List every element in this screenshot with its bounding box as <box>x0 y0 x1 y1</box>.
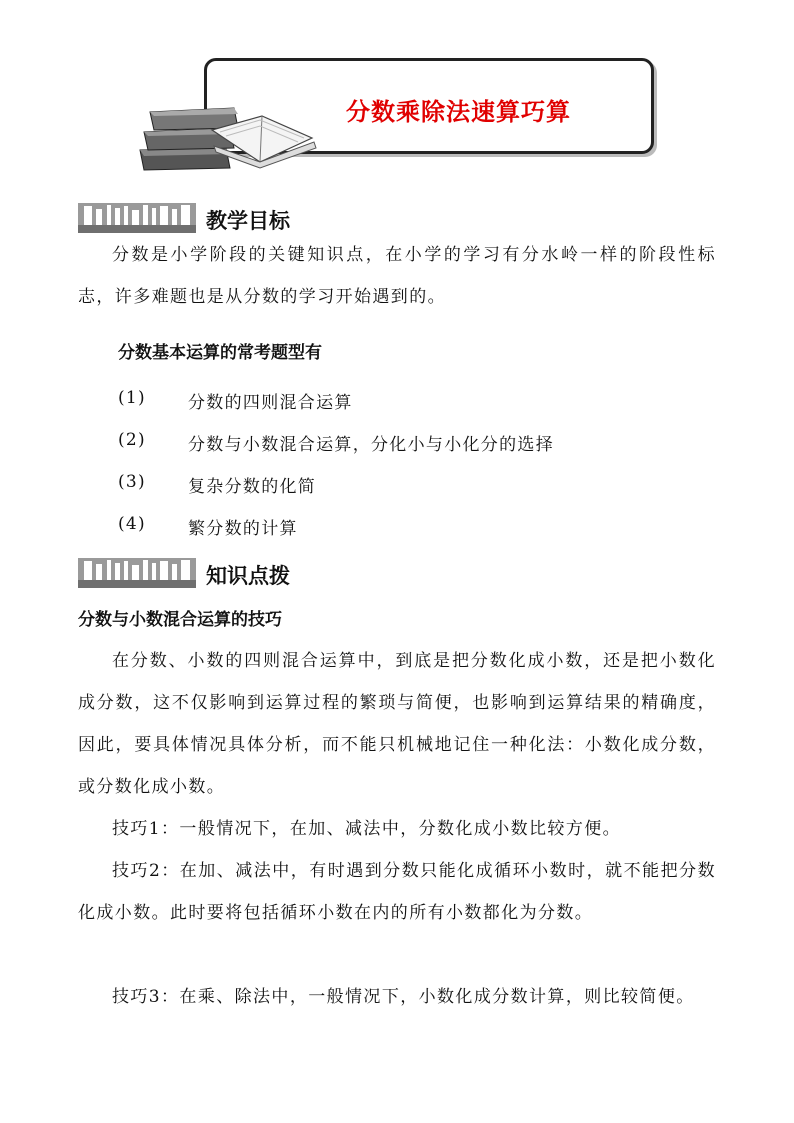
section-header-knowledge <box>78 558 478 588</box>
goals-paragraph: 分数是小学阶段的关键知识点，在小学的学习有分水岭一样的阶段性标志，许多难题也是从分数的学习开始遇到的。 <box>78 245 716 307</box>
books-icon <box>134 98 324 172</box>
knowledge-heading: 分数与小数混合运算的技巧 <box>78 610 282 630</box>
list-text: 复杂分数的化简 <box>188 477 317 497</box>
list-number: (1) <box>118 388 146 408</box>
knowledge-paragraph: 在分数、小数的四则混合运算中，到底是把分数化成小数，还是把小数化成分数，这不仅影响到运算过程的繁琐与简便，也影响到运算结果的精确度，因此，要具体情况具体分析，而不能只机械地记住一种化法：小数化成分数，或分数化成小数。 <box>78 651 716 797</box>
tip-paragraph: 技巧3：在乘、除法中，一般情况下，小数化成分数计算，则比较简便。 <box>112 987 695 1007</box>
question-types-heading: 分数基本运算的常考题型有 <box>118 343 322 363</box>
list-text: 分数与小数混合运算，分化小与小化分的选择 <box>188 435 554 455</box>
list-number: (2) <box>118 430 146 450</box>
tip-paragraph: 技巧1：一般情况下，在加、减法中，分数化成小数比较方便。 <box>112 819 622 839</box>
page-title: 分数乘除法速算巧算 <box>346 98 571 126</box>
section-header-goals <box>78 203 478 233</box>
list-text: 分数的四则混合运算 <box>188 393 353 413</box>
bookshelf-icon <box>78 203 196 233</box>
list-text: 繁分数的计算 <box>188 519 298 539</box>
section-title: 知识点拨 <box>206 564 290 588</box>
bookshelf-icon <box>78 558 196 588</box>
section-title: 教学目标 <box>206 209 290 233</box>
tip-paragraph: 技巧2：在加、减法中，有时遇到分数只能化成循环小数时，就不能把分数化成小数。此时要将包括循环小数在内的所有小数都化为分数。 <box>78 861 716 923</box>
list-number: (3) <box>118 472 146 492</box>
list-number: (4) <box>118 514 146 534</box>
